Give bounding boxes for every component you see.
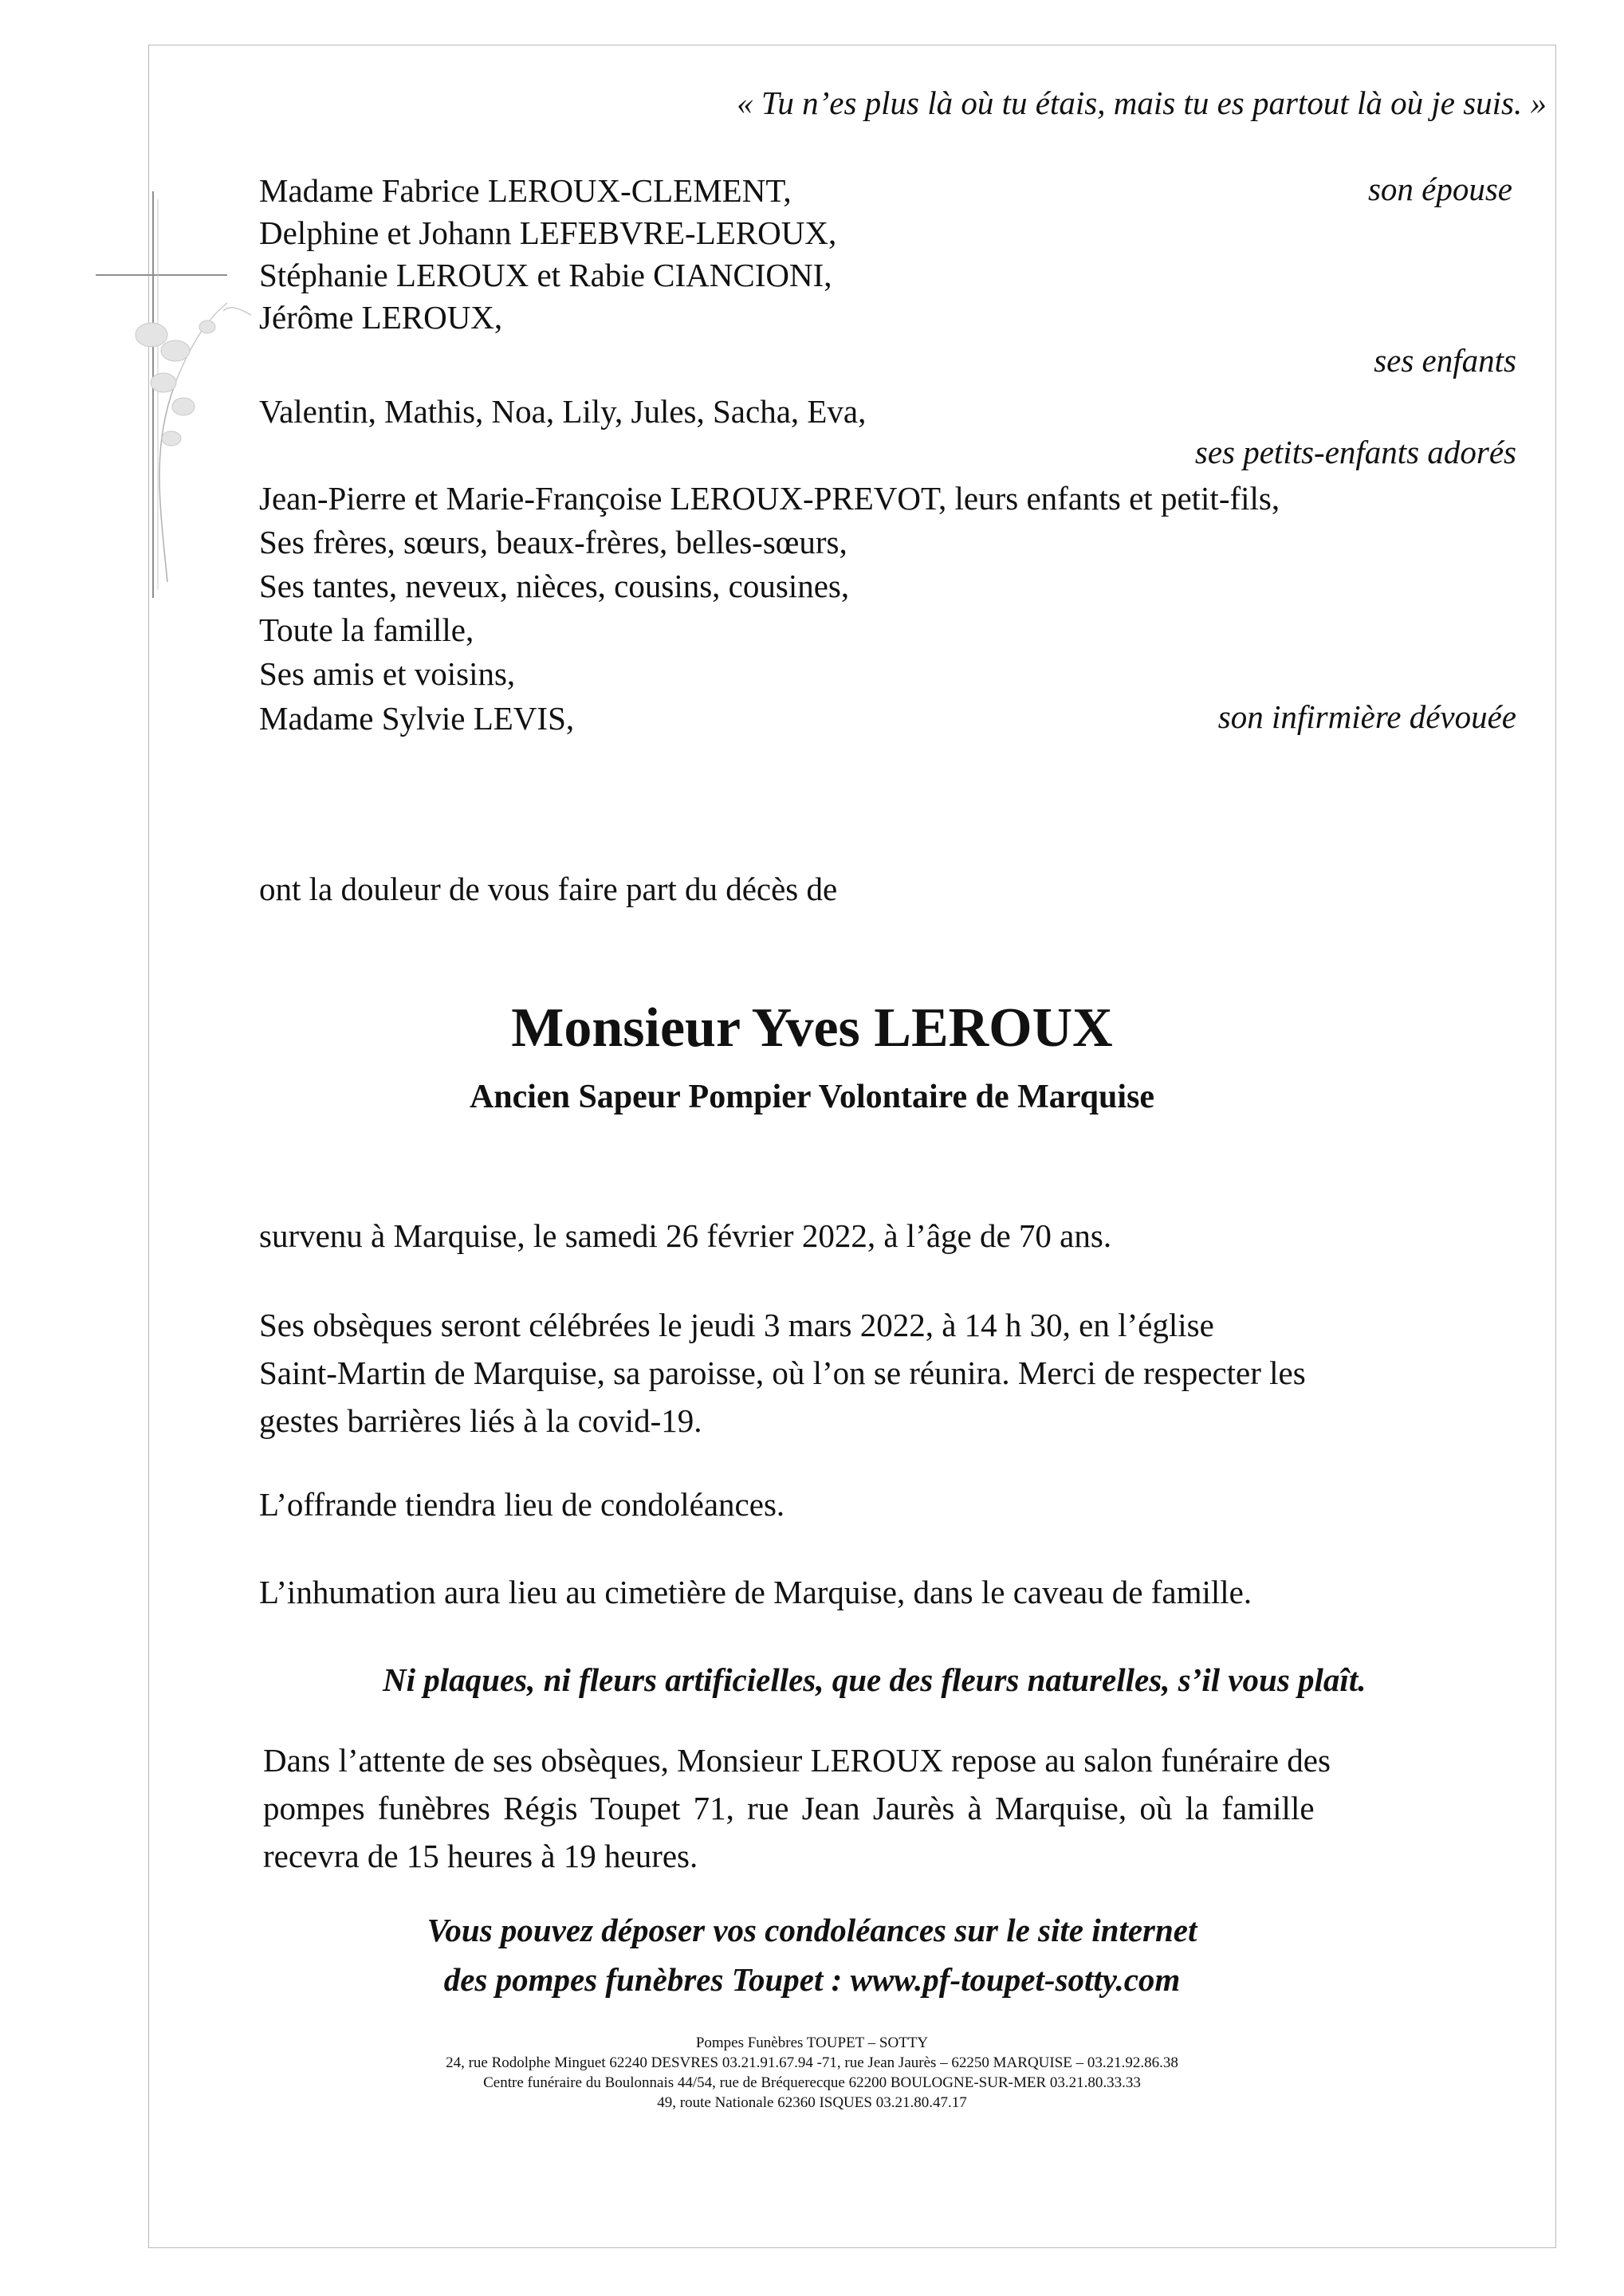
family-child: Jérôme LEROUX,: [259, 299, 503, 336]
funeral-paragraph: [259, 1301, 1551, 1445]
condolences-line: Vous pouvez déposer vos condoléances sur le site internet: [427, 1912, 1197, 1948]
footer-company-info: [0, 2033, 1624, 2113]
footer-address: 49, route Nationale 62360 ISQUES 03.21.80.47.17: [657, 2094, 967, 2111]
family-child: Delphine et Johann LEFEBVRE-LEROUX,: [259, 214, 837, 251]
announcement-text: ont la douleur de vous faire part du décès de: [259, 871, 838, 907]
condolences-website[interactable]: des pompes funèbres Toupet : www.pf-toupet-sotty.com: [443, 1961, 1181, 1998]
deceased-name: Monsieur Yves LEROUX: [511, 997, 1113, 1059]
family-other: Ses tantes, neveux, nièces, cousins, cousines,: [259, 568, 850, 604]
family-nurse: Madame Sylvie LEVIS,: [259, 700, 575, 737]
flowers-note: Ni plaques, ni fleurs artificielles, que des fleurs naturelles, s’il vous plaît.: [383, 1661, 1366, 1698]
family-other: Ses amis et voisins,: [259, 655, 516, 692]
burial-text: L’inhumation aura lieu au cimetière de Marquise, dans le caveau de famille.: [259, 1574, 1252, 1610]
viewing-line: Dans l’attente de ses obsèques, Monsieur LEROUX repose au salon funéraire des: [263, 1742, 1331, 1779]
footer-address: 24, rue Rodolphe Minguet 62240 DESVRES 03.21.91.67.94 -71, rue Jean Jaurès – 62250 MARQUISE – 03.21.92.86.38: [446, 2054, 1178, 2071]
family-child: Stéphanie LEROUX et Rabie CIANCIONI,: [259, 257, 832, 293]
family-other: Ses frères, sœurs, beaux-frères, belles-sœurs,: [259, 524, 847, 560]
family-grandchildren: Valentin, Mathis, Noa, Lily, Jules, Sacha, Eva,: [259, 393, 867, 430]
funeral-line: gestes barrières liés à la covid-19.: [259, 1402, 702, 1439]
viewing-line: pompes funèbres Régis Toupet 71, rue Jean Jaurès à Marquise, où la famille: [263, 1790, 1315, 1826]
role-children: ses enfants: [1374, 342, 1516, 379]
death-info: survenu à Marquise, le samedi 26 février 2022, à l’âge de 70 ans.: [259, 1217, 1112, 1254]
family-other: Toute la famille,: [259, 611, 474, 648]
role-spouse: son épouse: [1367, 171, 1512, 207]
cross-flower-icon: [96, 183, 255, 614]
role-grandchildren: ses petits-enfants adorés: [1194, 434, 1516, 470]
family-other: Jean-Pierre et Marie-Françoise LEROUX-PREVOT, leurs enfants et petit-fils,: [259, 480, 1280, 517]
viewing-paragraph: [263, 1736, 1331, 1880]
family-spouse: Madame Fabrice LEROUX-CLEMENT,: [259, 172, 792, 209]
offering-text: L’offrande tiendra lieu de condoléances.: [259, 1486, 785, 1523]
footer-company: Pompes Funèbres TOUPET – SOTTY: [695, 2035, 929, 2051]
deceased-title: Ancien Sapeur Pompier Volontaire de Marquise: [469, 1079, 1155, 1115]
footer-address: Centre funéraire du Boulonnais 44/54, rue de Bréquerecque 62200 BOULOGNE-SUR-MER 03.21.80.33.33: [483, 2074, 1141, 2091]
funeral-line: Saint-Martin de Marquise, sa paroisse, où l’on se réunira. Merci de respecter les: [259, 1354, 1306, 1391]
role-nurse: son infirmière dévouée: [1217, 698, 1516, 735]
condolences-block: [0, 1905, 1624, 2004]
funeral-line: Ses obsèques seront célébrées le jeudi 3 mars 2022, à 14 h 30, en l’église: [259, 1307, 1214, 1343]
viewing-line: recevra de 15 heures à 19 heures.: [263, 1838, 698, 1874]
epigraph-quote: « Tu n’es plus là où tu étais, mais tu es partout là où je suis. »: [737, 85, 1547, 121]
